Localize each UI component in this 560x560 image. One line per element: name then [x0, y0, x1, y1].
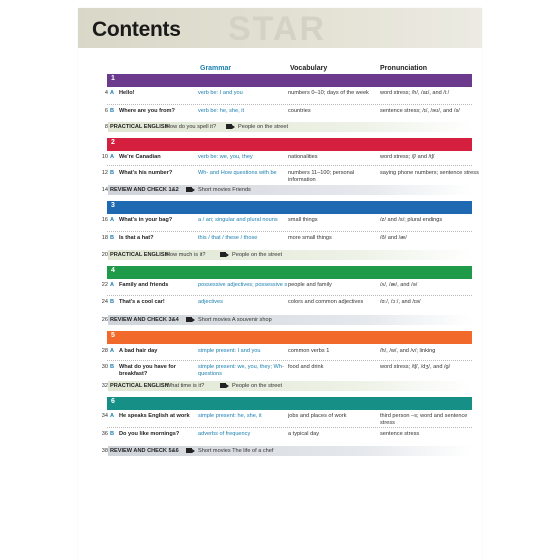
practical-english-band [78, 122, 482, 132]
lesson-vocabulary: people and family [288, 282, 332, 288]
lesson-letter: A [110, 282, 115, 288]
unit-bar-1 [107, 74, 472, 87]
lesson-pronunciation: /ɑː/, /ɔː/, and /ɪə/ [380, 299, 421, 305]
unit-bar-2 [107, 138, 472, 151]
practical-english-band [78, 381, 482, 391]
lesson-title: We're Canadian [119, 154, 161, 160]
page-title: Contents [92, 18, 181, 41]
lesson-letter: A [110, 154, 115, 160]
band-strip [108, 381, 472, 391]
page-number: 6 [104, 108, 108, 114]
band-video: People on the street [232, 252, 283, 258]
lesson-grammar: verb be: he, she, it [198, 108, 245, 114]
lesson-letter: B [110, 431, 115, 437]
lesson-grammar: Wh- and How questions with be [198, 170, 277, 176]
lesson-grammar: simple present: he, she, it [198, 413, 262, 419]
video-camera-icon [186, 187, 192, 192]
lesson-pronunciation: /ð/ and /æ/ [380, 235, 407, 241]
lesson-vocabulary: food and drink [288, 364, 324, 370]
lesson-title: What do you have for breakfast? [119, 364, 176, 377]
lesson-title: Where are you from? [119, 108, 175, 114]
lesson-pronunciation: word stress; /tʃ/, /dʒ/, and /g/ [380, 364, 451, 370]
page-number: 36 [101, 431, 108, 437]
band-strip [108, 446, 472, 456]
column-header-vocabulary: Vocabulary [290, 65, 328, 72]
lesson-letter: B [110, 364, 115, 370]
header-ghost-text: STAR [228, 10, 327, 48]
band-strip [108, 250, 472, 260]
band-text: How do you spell it? [166, 124, 217, 130]
unit-number: 6 [111, 398, 115, 405]
unit-number: 5 [111, 332, 115, 339]
band-text: How much is it? [166, 252, 206, 258]
unit-number: 4 [111, 267, 115, 274]
review-check-band [78, 185, 482, 195]
lesson-title: Is that a hat? [119, 235, 154, 241]
band-label: PRACTICAL ENGLISH [110, 124, 169, 130]
lesson-grammar: a / an; singular and plural nouns [198, 217, 278, 223]
lesson-title: Family and friends [119, 282, 169, 288]
lesson-title: He speaks English at work [119, 413, 190, 419]
lesson-pronunciation: word stress; /ʃ/ and /tʃ/ [380, 154, 435, 160]
page-number: 32 [101, 383, 108, 389]
unit-bar-3 [107, 201, 472, 214]
page-number: 24 [101, 299, 108, 305]
page-number: 18 [101, 235, 108, 241]
lesson-pronunciation: saying phone numbers; sentence stress [380, 170, 479, 176]
lesson-pronunciation: /h/, /w/, and /v/; linking [380, 348, 436, 354]
band-video: Short movies A souvenir shop [198, 317, 272, 323]
lesson-vocabulary: common verbs 1 [288, 348, 330, 354]
page-number: 28 [101, 348, 108, 354]
lesson-letter: A [110, 217, 115, 223]
page-number: 14 [101, 187, 108, 193]
lesson-vocabulary: more small things [288, 235, 332, 241]
lesson-vocabulary: numbers 11–100; personal information [288, 170, 355, 183]
lesson-grammar: simple present: I and you [198, 348, 261, 354]
video-camera-icon [186, 317, 192, 322]
page-number: 22 [101, 282, 108, 288]
row-divider [107, 165, 472, 166]
unit-bar-6 [107, 397, 472, 410]
lesson-vocabulary: small things [288, 217, 318, 223]
practical-english-band [78, 250, 482, 260]
row-divider [107, 104, 472, 105]
page-number: 30 [101, 364, 108, 370]
row-divider [107, 231, 472, 232]
lesson-letter: A [110, 413, 115, 419]
lesson-title: A bad hair day [119, 348, 158, 354]
video-camera-icon [220, 252, 226, 257]
band-label: PRACTICAL ENGLISH [110, 252, 169, 258]
lesson-vocabulary: jobs and places of work [288, 413, 347, 419]
video-camera-icon [186, 448, 192, 453]
band-strip [108, 315, 472, 325]
page-number: 10 [101, 154, 108, 160]
band-label: REVIEW AND CHECK 3&4 [110, 317, 179, 323]
lesson-grammar: possessive adjectives; possessive s [198, 282, 288, 288]
lesson-title: What's his number? [119, 170, 173, 176]
unit-number: 1 [111, 75, 115, 82]
page-number: 12 [101, 170, 108, 176]
band-text: What time is it? [166, 383, 205, 389]
band-video: Short movies The life of a chef [198, 448, 274, 454]
lesson-grammar: adverbs of frequency [198, 431, 251, 437]
unit-bar-4 [107, 266, 472, 279]
lesson-pronunciation: /z/ and /s/; plural endings [380, 217, 443, 223]
lesson-letter: B [110, 299, 115, 305]
row-divider [107, 295, 472, 296]
unit-bar-5 [107, 331, 472, 344]
lesson-vocabulary: a typical day [288, 431, 320, 437]
lesson-grammar: adjectives [198, 299, 223, 305]
lesson-title: That's a cool car! [119, 299, 165, 305]
band-label: REVIEW AND CHECK 5&6 [110, 448, 179, 454]
band-label: PRACTICAL ENGLISH [110, 383, 169, 389]
band-video: Short movies Friends [198, 187, 251, 193]
page-number: 34 [101, 413, 108, 419]
column-header-grammar: Grammar [200, 65, 232, 72]
lesson-letter: B [110, 235, 115, 241]
page-number: 26 [101, 317, 108, 323]
page-number: 20 [101, 252, 108, 258]
band-video: People on the street [238, 124, 289, 130]
lesson-pronunciation: word stress; /h/, /aɪ/, and /iː/ [380, 90, 450, 96]
lesson-grammar: verb be: we, you, they [198, 154, 253, 160]
lesson-vocabulary: numbers 0–10; days of the week [288, 90, 369, 96]
page-number: 16 [101, 217, 108, 223]
column-header-pronunciation: Pronunciation [380, 65, 428, 72]
lesson-vocabulary: countries [288, 108, 311, 114]
lesson-letter: A [110, 90, 115, 96]
row-divider [107, 360, 472, 361]
page-number: 38 [101, 448, 108, 454]
lesson-pronunciation: third person –s; word and sentence stress [380, 413, 468, 426]
lesson-title: What's in your bag? [119, 217, 173, 223]
lesson-letter: B [110, 170, 115, 176]
lesson-letter: B [110, 108, 115, 114]
page-header [78, 8, 482, 48]
video-camera-icon [226, 124, 232, 129]
video-camera-icon [220, 383, 226, 388]
row-divider [107, 427, 472, 428]
band-strip [108, 185, 472, 195]
lesson-grammar: simple present: we, you, they; Wh- questions [198, 364, 284, 377]
lesson-vocabulary: colors and common adjectives [288, 299, 364, 305]
band-video: People on the street [232, 383, 283, 389]
lesson-vocabulary: nationalities [288, 154, 318, 160]
review-check-band [78, 446, 482, 456]
lesson-pronunciation: sentence stress; /ɪ/, /əʊ/, and /s/ [380, 108, 460, 114]
unit-number: 3 [111, 202, 115, 209]
lesson-pronunciation: /ʌ/, /æ/, and /ə/ [380, 282, 418, 288]
lesson-pronunciation: sentence stress [380, 431, 420, 437]
lesson-grammar: verb be: I and you [198, 90, 243, 96]
review-check-band [78, 315, 482, 325]
lesson-title: Do you like mornings? [119, 431, 180, 437]
lesson-title: Hello! [119, 90, 135, 96]
lesson-letter: A [110, 348, 115, 354]
page-number: 8 [104, 124, 108, 130]
band-label: REVIEW AND CHECK 1&2 [110, 187, 179, 193]
band-strip [108, 122, 472, 132]
lesson-grammar: this / that / these / those [198, 235, 258, 241]
page-number: 4 [104, 90, 108, 96]
unit-number: 2 [111, 139, 115, 146]
